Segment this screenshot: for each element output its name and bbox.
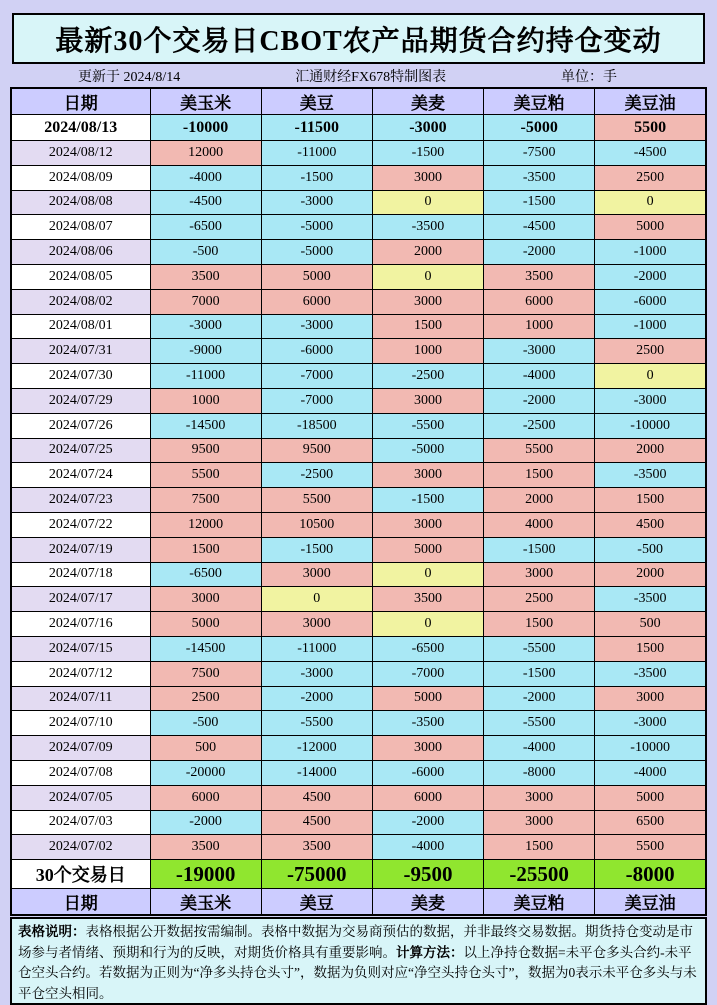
value-cell: 5000	[372, 686, 483, 711]
date-cell: 2024/07/26	[11, 413, 150, 438]
date-cell: 2024/08/09	[11, 165, 150, 190]
table-row	[11, 736, 706, 761]
value-cell: -7000	[261, 388, 372, 413]
value-cell: 0	[372, 264, 483, 289]
value-cell: 0	[372, 562, 483, 587]
value-cell: 5000	[261, 264, 372, 289]
value-cell: -5000	[261, 215, 372, 240]
value-cell: -2500	[261, 463, 372, 488]
value-cell: 12000	[150, 512, 261, 537]
value-cell: -500	[595, 537, 706, 562]
table-row	[11, 314, 706, 339]
table-row	[11, 661, 706, 686]
value-cell: 1000	[150, 388, 261, 413]
value-cell: -14500	[150, 413, 261, 438]
value-cell: -6500	[150, 215, 261, 240]
value-cell: -3500	[372, 215, 483, 240]
note-label: 表格说明：	[18, 924, 86, 940]
value-cell: 1500	[484, 463, 595, 488]
value-cell: 6000	[372, 785, 483, 810]
value-cell: -1500	[484, 661, 595, 686]
value-cell: -14000	[261, 760, 372, 785]
value-cell: 3000	[372, 388, 483, 413]
value-cell: -5000	[484, 115, 595, 141]
date-cell: 2024/07/03	[11, 810, 150, 835]
table-row	[11, 810, 706, 835]
date-cell: 2024/07/23	[11, 488, 150, 513]
value-cell: -8000	[484, 760, 595, 785]
value-cell: -3500	[595, 587, 706, 612]
value-cell: 3000	[372, 165, 483, 190]
value-cell: 7500	[150, 661, 261, 686]
value-cell: 3000	[484, 810, 595, 835]
date-cell: 2024/07/12	[11, 661, 150, 686]
value-cell: -3000	[372, 115, 483, 141]
date-cell: 2024/08/01	[11, 314, 150, 339]
footer-column-header: 美豆油	[595, 889, 706, 916]
column-header: 美麦	[372, 88, 483, 115]
value-cell: 3500	[372, 587, 483, 612]
value-cell: 9500	[150, 438, 261, 463]
value-cell: 2000	[372, 240, 483, 265]
value-cell: -4000	[150, 165, 261, 190]
column-header: 美豆粕	[484, 88, 595, 115]
value-cell: -4000	[484, 736, 595, 761]
value-cell: -2000	[484, 686, 595, 711]
table-row	[11, 512, 706, 537]
value-cell: -11000	[150, 364, 261, 389]
value-cell: 3000	[484, 562, 595, 587]
subheader-strip	[12, 64, 705, 87]
table-row	[11, 115, 706, 141]
totals-label: 30个交易日	[11, 860, 150, 889]
value-cell: -11000	[261, 141, 372, 166]
value-cell: -9000	[150, 339, 261, 364]
value-cell: -11000	[261, 636, 372, 661]
value-cell: -11500	[261, 115, 372, 141]
value-cell: 3500	[261, 835, 372, 860]
value-cell: 3500	[484, 264, 595, 289]
column-header: 美豆油	[595, 88, 706, 115]
value-cell: 6000	[484, 289, 595, 314]
column-header: 美玉米	[150, 88, 261, 115]
value-cell: -7000	[372, 661, 483, 686]
footer-header-row	[11, 889, 706, 916]
value-cell: -3000	[261, 190, 372, 215]
date-cell: 2024/07/11	[11, 686, 150, 711]
value-cell: 7500	[150, 488, 261, 513]
value-cell: 6000	[261, 289, 372, 314]
value-cell: -3000	[261, 314, 372, 339]
value-cell: -1500	[372, 141, 483, 166]
note-label: 计算方法：	[396, 944, 464, 960]
value-cell: -1500	[261, 537, 372, 562]
value-cell: -10000	[595, 413, 706, 438]
value-cell: -4000	[484, 364, 595, 389]
title-banner	[12, 13, 705, 64]
value-cell: -5000	[372, 438, 483, 463]
table-row	[11, 835, 706, 860]
value-cell: -5500	[484, 711, 595, 736]
value-cell: 5500	[150, 463, 261, 488]
totals-row	[11, 860, 706, 889]
date-cell: 2024/07/24	[11, 463, 150, 488]
value-cell: 3500	[150, 835, 261, 860]
total-value-cell: -8000	[595, 860, 706, 889]
value-cell: 2000	[595, 562, 706, 587]
source-credit: 汇通财经FX678特制图表	[295, 69, 447, 85]
value-cell: 0	[595, 364, 706, 389]
value-cell: -500	[150, 711, 261, 736]
value-cell: -2500	[372, 364, 483, 389]
table-row	[11, 264, 706, 289]
value-cell: 2000	[595, 438, 706, 463]
date-cell: 2024/07/22	[11, 512, 150, 537]
value-cell: -2500	[484, 413, 595, 438]
value-cell: 2000	[484, 488, 595, 513]
value-cell: -4500	[595, 141, 706, 166]
value-cell: 9500	[261, 438, 372, 463]
value-cell: 1000	[372, 339, 483, 364]
date-cell: 2024/07/31	[11, 339, 150, 364]
value-cell: 2500	[595, 339, 706, 364]
value-cell: 2500	[150, 686, 261, 711]
value-cell: -12000	[261, 736, 372, 761]
date-cell: 2024/07/05	[11, 785, 150, 810]
unit-label: 单位：手	[561, 69, 617, 85]
value-cell: -1000	[595, 314, 706, 339]
value-cell: -3500	[595, 463, 706, 488]
value-cell: -5500	[261, 711, 372, 736]
value-cell: -6000	[372, 760, 483, 785]
date-cell: 2024/07/10	[11, 711, 150, 736]
value-cell: -2000	[484, 240, 595, 265]
table-row	[11, 488, 706, 513]
date-cell: 2024/07/25	[11, 438, 150, 463]
value-cell: 500	[150, 736, 261, 761]
value-cell: 5000	[372, 537, 483, 562]
table-row	[11, 413, 706, 438]
value-cell: -4000	[372, 835, 483, 860]
value-cell: 4500	[261, 810, 372, 835]
date-cell: 2024/07/17	[11, 587, 150, 612]
date-cell: 2024/08/07	[11, 215, 150, 240]
column-header: 美豆	[261, 88, 372, 115]
value-cell: -6500	[372, 636, 483, 661]
value-cell: 4500	[261, 785, 372, 810]
value-cell: 0	[595, 190, 706, 215]
value-cell: -3000	[261, 661, 372, 686]
value-cell: 3000	[372, 736, 483, 761]
table-row	[11, 141, 706, 166]
value-cell: -1500	[484, 190, 595, 215]
value-cell: 3000	[261, 612, 372, 637]
value-cell: -5500	[484, 636, 595, 661]
value-cell: 5500	[595, 115, 706, 141]
date-cell: 2024/08/08	[11, 190, 150, 215]
table-row	[11, 785, 706, 810]
value-cell: 500	[595, 612, 706, 637]
value-cell: -2000	[484, 388, 595, 413]
value-cell: 7000	[150, 289, 261, 314]
value-cell: 6500	[595, 810, 706, 835]
footer-column-header: 美豆	[261, 889, 372, 916]
value-cell: 12000	[150, 141, 261, 166]
date-cell: 2024/07/02	[11, 835, 150, 860]
table-row	[11, 636, 706, 661]
value-cell: -10000	[595, 736, 706, 761]
date-cell: 2024/08/06	[11, 240, 150, 265]
value-cell: 3000	[484, 785, 595, 810]
value-cell: -2000	[595, 264, 706, 289]
value-cell: 5500	[484, 438, 595, 463]
value-cell: -1000	[595, 240, 706, 265]
value-cell: -2000	[261, 686, 372, 711]
value-cell: 4000	[484, 512, 595, 537]
value-cell: 1500	[372, 314, 483, 339]
value-cell: 5500	[595, 835, 706, 860]
value-cell: 3500	[150, 264, 261, 289]
table-row	[11, 760, 706, 785]
updated-timestamp: 更新于 2024/8/14	[78, 69, 181, 85]
value-cell: -3000	[150, 314, 261, 339]
value-cell: -4500	[150, 190, 261, 215]
value-cell: 3000	[595, 686, 706, 711]
value-cell: 1500	[484, 612, 595, 637]
date-cell: 2024/07/18	[11, 562, 150, 587]
value-cell: -14500	[150, 636, 261, 661]
table-row	[11, 364, 706, 389]
table-row	[11, 190, 706, 215]
total-value-cell: -9500	[372, 860, 483, 889]
value-cell: 3000	[372, 512, 483, 537]
value-cell: -3500	[595, 661, 706, 686]
date-cell: 2024/07/16	[11, 612, 150, 637]
date-cell: 2024/07/15	[11, 636, 150, 661]
value-cell: -4000	[595, 760, 706, 785]
column-header: 日期	[11, 88, 150, 115]
date-cell: 2024/07/30	[11, 364, 150, 389]
note-entry: 计算方法：以上净持仓数据=未平仓多头合约-未平仓空头合约。若数据为正则为“净多头持仓头寸”，数据为负则对应“净空头持仓头寸”，数据为0表示未平仓多头与未平仓空头相同。	[18, 944, 697, 1001]
footer-column-header: 美玉米	[150, 889, 261, 916]
value-cell: -5500	[372, 413, 483, 438]
value-cell: 3000	[150, 587, 261, 612]
value-cell: -6000	[261, 339, 372, 364]
table-row	[11, 240, 706, 265]
value-cell: 5000	[595, 785, 706, 810]
value-cell: -3000	[484, 339, 595, 364]
value-cell: -2000	[150, 810, 261, 835]
value-cell: 1500	[484, 835, 595, 860]
value-cell: -3500	[372, 711, 483, 736]
value-cell: -6000	[595, 289, 706, 314]
total-value-cell: -19000	[150, 860, 261, 889]
value-cell: -4500	[484, 215, 595, 240]
value-cell: 0	[261, 587, 372, 612]
table-row	[11, 289, 706, 314]
total-value-cell: -75000	[261, 860, 372, 889]
value-cell: -18500	[261, 413, 372, 438]
value-cell: -500	[150, 240, 261, 265]
date-cell: 2024/08/05	[11, 264, 150, 289]
date-cell: 2024/07/08	[11, 760, 150, 785]
value-cell: 5500	[261, 488, 372, 513]
value-cell: 2500	[595, 165, 706, 190]
date-cell: 2024/07/09	[11, 736, 150, 761]
value-cell: 1500	[595, 636, 706, 661]
date-cell: 2024/07/29	[11, 388, 150, 413]
value-cell: -3000	[595, 711, 706, 736]
value-cell: -20000	[150, 760, 261, 785]
table-row	[11, 339, 706, 364]
value-cell: 3000	[372, 289, 483, 314]
value-cell: -5000	[261, 240, 372, 265]
footer-column-header: 日期	[11, 889, 150, 916]
value-cell: -7500	[484, 141, 595, 166]
value-cell: 6000	[150, 785, 261, 810]
table-row	[11, 537, 706, 562]
table-row	[11, 388, 706, 413]
value-cell: -10000	[150, 115, 261, 141]
value-cell: 5000	[595, 215, 706, 240]
table-row	[11, 438, 706, 463]
date-cell: 2024/07/19	[11, 537, 150, 562]
footer-column-header: 美豆粕	[484, 889, 595, 916]
value-cell: 2500	[484, 587, 595, 612]
value-cell: 0	[372, 612, 483, 637]
date-cell: 2024/08/13	[11, 115, 150, 141]
value-cell: -1500	[261, 165, 372, 190]
value-cell: 1500	[595, 488, 706, 513]
value-cell: -7000	[261, 364, 372, 389]
total-value-cell: -25500	[484, 860, 595, 889]
table-header-row	[11, 88, 706, 115]
table-row	[11, 612, 706, 637]
table-row	[11, 587, 706, 612]
value-cell: -3500	[484, 165, 595, 190]
value-cell: 3000	[261, 562, 372, 587]
value-cell: 4500	[595, 512, 706, 537]
table-row	[11, 165, 706, 190]
table-row	[11, 711, 706, 736]
value-cell: -3000	[595, 388, 706, 413]
date-cell: 2024/08/02	[11, 289, 150, 314]
value-cell: 5000	[150, 612, 261, 637]
date-cell: 2024/08/12	[11, 141, 150, 166]
footer-column-header: 美麦	[372, 889, 483, 916]
value-cell: 1500	[150, 537, 261, 562]
value-cell: -6500	[150, 562, 261, 587]
table-row	[11, 215, 706, 240]
value-cell: 10500	[261, 512, 372, 537]
table-row	[11, 463, 706, 488]
notes-panel	[10, 917, 707, 1005]
table-row	[11, 686, 706, 711]
value-cell: -1500	[484, 537, 595, 562]
note-entry: 表格说明：表格根据公开数据按需编制。表格中数据为交易商预估的数据，并非最终交易数据。期货持仓变动是市场参与者情绪、预期和行为的反映，对期货价格具有重要影响。	[18, 924, 693, 960]
value-cell: 0	[372, 190, 483, 215]
positions-table	[10, 87, 707, 916]
page-title: 最新30个交易日CBOT农产品期货合约持仓变动	[55, 25, 662, 57]
table-row	[11, 562, 706, 587]
value-cell: 1000	[484, 314, 595, 339]
value-cell: 3000	[372, 463, 483, 488]
value-cell: -1500	[372, 488, 483, 513]
value-cell: -2000	[372, 810, 483, 835]
